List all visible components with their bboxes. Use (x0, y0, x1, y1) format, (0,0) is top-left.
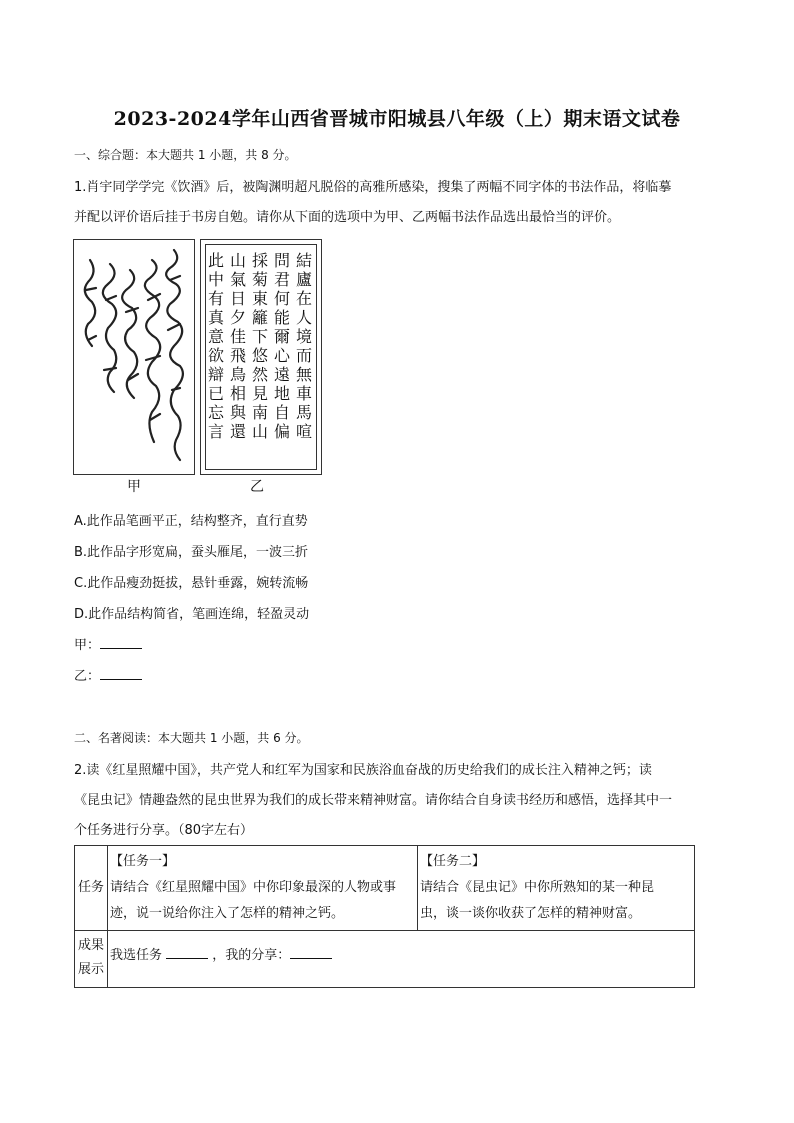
yi-column-2: 採菊東籬下悠然見南山 (249, 252, 269, 442)
option-b: B.此作品字形宽扁，蚕头雁尾，一波三折 (74, 545, 309, 560)
question1-text-line2: 并配以评价语后挂于书房自勉。请你从下面的选项中为甲、乙两幅书法作品选出最恰当的评价。 (74, 210, 621, 225)
section1-heading: 一、综合题：本大题共 1 小题，共 8 分。 (74, 148, 297, 162)
cursive-script-drawing (74, 240, 194, 474)
label-jia: 甲 (127, 479, 141, 495)
question2-text-line3: 个任务进行分享。（80字左右） (74, 823, 254, 838)
task-table (74, 845, 695, 988)
question2-text-line2: 《昆虫记》情趣盎然的昆虫世界为我们的成长带来精神财富。请你结合自身读书经历和感悟，选择其中一 (74, 793, 673, 808)
answer-yi-blank[interactable] (100, 667, 142, 680)
yi-column-1: 問君何能爾心遠地自偏 (271, 252, 291, 442)
answer-yi-label: 乙： (74, 669, 101, 684)
result-middle: ，我的分享： (212, 948, 291, 963)
result-row-label: 成果展示 (75, 931, 108, 988)
option-d: D.此作品结构简省，笔画连绵，轻盈灵动 (74, 607, 310, 622)
option-c: C.此作品瘦劲挺拔，悬针垂露，婉转流畅 (74, 576, 309, 591)
task1-title: 【任务一】 (110, 854, 176, 869)
result-prefix: 我选任务 (110, 948, 163, 963)
answer-jia-blank[interactable] (100, 636, 142, 649)
calligraphy-yi-image (200, 239, 322, 475)
yi-column-0: 結廬在人境而無車馬喧 (293, 252, 313, 442)
share-blank[interactable] (290, 946, 332, 959)
task-row (75, 846, 695, 931)
result-row (75, 931, 695, 988)
question2-text-line1: 2.读《红星照耀中国》，共产党人和红军为国家和民族浴血奋战的历史给我们的成长注入精神之钙；读 (74, 763, 652, 778)
result-cell (108, 931, 695, 988)
task1-cell (108, 846, 418, 931)
calligraphy-jia-image (73, 239, 195, 475)
task2-line1: 请结合《昆虫记》中你所熟知的某一种昆 (420, 880, 655, 895)
label-yi: 乙 (250, 479, 264, 495)
page-title: 2023-2024学年山西省晋城市阳城县八年级（上）期末语文试卷 (113, 108, 681, 130)
yi-column-3: 山氣日夕佳飛鳥相與還 (227, 252, 247, 442)
task-row-label: 任务 (75, 846, 108, 931)
task2-cell (418, 846, 695, 931)
yi-column-4: 此中有真意欲辯已忘言 (205, 252, 225, 442)
question1-text-line1: 1.肖宇同学学完《饮酒》后，被陶渊明超凡脱俗的高雅所感染，搜集了两幅不同字体的书法作品，将临摹 (74, 180, 672, 195)
answer-jia-row (74, 634, 142, 653)
task2-title: 【任务二】 (420, 854, 486, 869)
task2-line2: 虫，谈一谈你收获了怎样的精神财富。 (420, 906, 642, 921)
answer-jia-label: 甲： (74, 638, 101, 653)
answer-yi-row (74, 665, 142, 684)
section2-heading: 二、名著阅读：本大题共 1 小题，共 6 分。 (74, 731, 309, 745)
task1-line1: 请结合《红星照耀中国》中你印象最深的人物或事 (110, 880, 397, 895)
task1-line2: 迹，说一说给你注入了怎样的精神之钙。 (110, 906, 345, 921)
option-a: A.此作品笔画平正，结构整齐，直行直势 (74, 514, 308, 529)
task-choice-blank[interactable] (166, 946, 208, 959)
